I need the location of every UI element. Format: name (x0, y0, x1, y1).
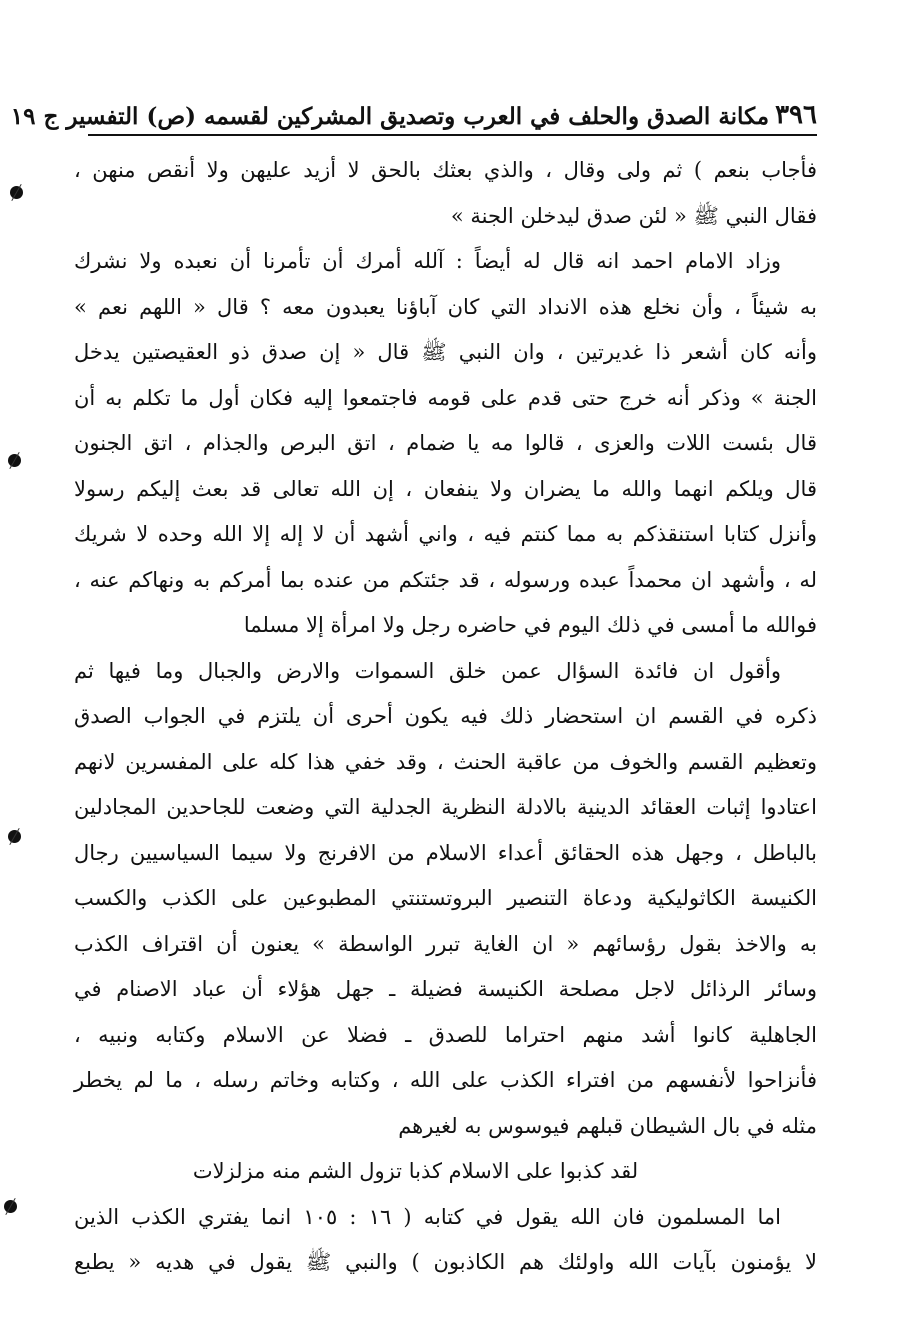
page-number: ٣٩٦ (775, 100, 817, 130)
text-line: بالباطل ، وجهل هذه الحقائق أعداء الاسلام من الافرنج ولا سيما السياسيين رجال (74, 840, 817, 865)
scan-speck-mark (4, 1200, 17, 1213)
text-line: الجنة » وذكر أنه خرج حتى قدم على قومه فاجتمعوا إليه فكان أول ما تكلم به أن (74, 385, 817, 410)
text-line: اما المسلمون فان الله يقول في كتابه ( ١٦ : ١٠٥ انما يفتري الكذب الذين (74, 1204, 781, 1229)
text-line: به شيئاً ، وأن نخلع هذه الانداد التي كان آباؤنا يعبدون معه ؟ قال « اللهم نعم » (74, 294, 817, 319)
scan-speck-mark (8, 454, 21, 467)
header-rule (88, 134, 817, 136)
text-line: فأجاب بنعم ) ثم ولى وقال ، والذي بعثك بالحق لا أزيد عليهن ولا أنقص منهن ، (74, 158, 817, 182)
text-line: وتعظيم القسم والخوف من عاقبة الحنث ، وقد خفي هذا كله على المفسرين لانهم (74, 749, 817, 774)
text-line: له ، وأشهد ان محمداً عبده ورسوله ، قد جئتكم من عنده بما أمركم به ونهاكم عنه ، (74, 567, 817, 592)
text-line: مثله في بال الشيطان قبلهم فيوسوس به لغيرهم (398, 1113, 817, 1138)
text-line: قال ويلكم انهما والله ما يضران ولا ينفعان ، إن الله تعالى قد بعث إليكم رسولا (74, 476, 817, 501)
text-line: ذكره في القسم ان استحضار ذلك فيه يكون أحرى أن يلتزم في الجواب الصدق (74, 704, 817, 728)
text-line: فقال النبي ﷺ « لئن صدق ليدخلن الجنة » (450, 203, 817, 228)
body-text (74, 148, 817, 1286)
text-line: وأنزل كتابا استنقذكم به مما كنتم فيه ، واني أشهد أن لا إله إلا الله وحده لا شريك (74, 522, 817, 546)
text-line: به والاخذ بقول رؤسائهم « ان الغاية تبرر الواسطة » يعنون أن اقتراف الكذب (74, 931, 817, 956)
text-line: فوالله ما أمسى في ذلك اليوم في حاضره رجل ولا امرأة إلا مسلما (243, 613, 817, 637)
text-line: الجاهلية كانوا أشد منهم احتراما للصدق ـ فضلا عن الاسلام وكتابه ونبيه ، (74, 1022, 817, 1047)
text-line: الكنيسة الكاثوليكية ودعاة التنصير البروتستنتي المطبوعين على الكذب والكسب (74, 886, 817, 910)
text-line: لا يؤمنون بآيات الله واولئك هم الكاذبون ) والنبي ﷺ يقول في هديه « يطبع (74, 1250, 817, 1274)
text-line: وأنه كان أشعر ذا غديرتين ، وان النبي ﷺ قال « إن صدق ذو العقيصتين يدخل (74, 340, 817, 364)
text-line: قال بئست اللات والعزى ، قالوا مه يا ضمام ، اتق البرص والجذام ، اتق الجنون (74, 431, 817, 455)
text-line: وزاد الامام احمد انه قال له أيضاً : آلله أمرك أن تأمرنا أن نعبده ولا نشرك (74, 249, 781, 273)
scan-speck-mark (10, 186, 23, 199)
text-line: وأقول ان فائدة السؤال عمن خلق السموات والارض والجبال وما فيها ثم (74, 658, 781, 683)
page-header (10, 86, 817, 130)
scan-speck-mark (8, 830, 21, 843)
text-line: وسائر الرذائل لاجل مصلحة الكنيسة فضيلة ـ جهل هؤلاء أن عباد الاصنام في (74, 977, 817, 1001)
text-line: فأنزاحوا لأنفسهم من افتراء الكذب على الله ، وكتابه وخاتم رسله ، ما لم يخطر (74, 1068, 817, 1092)
running-title: مكانة الصدق والحلف في العرب وتصديق المشركين لقسمه (ص) التفسير ج ١٩ (10, 103, 770, 130)
verse-line: لقد كذبوا على الاسلام كذبا تزول الشم منه مزلزلات (192, 1159, 639, 1183)
text-line: اعتادوا إثبات العقائد الدينية بالادلة النظرية الجدلية التي وضعت للجاحدين المجادلين (74, 795, 817, 819)
